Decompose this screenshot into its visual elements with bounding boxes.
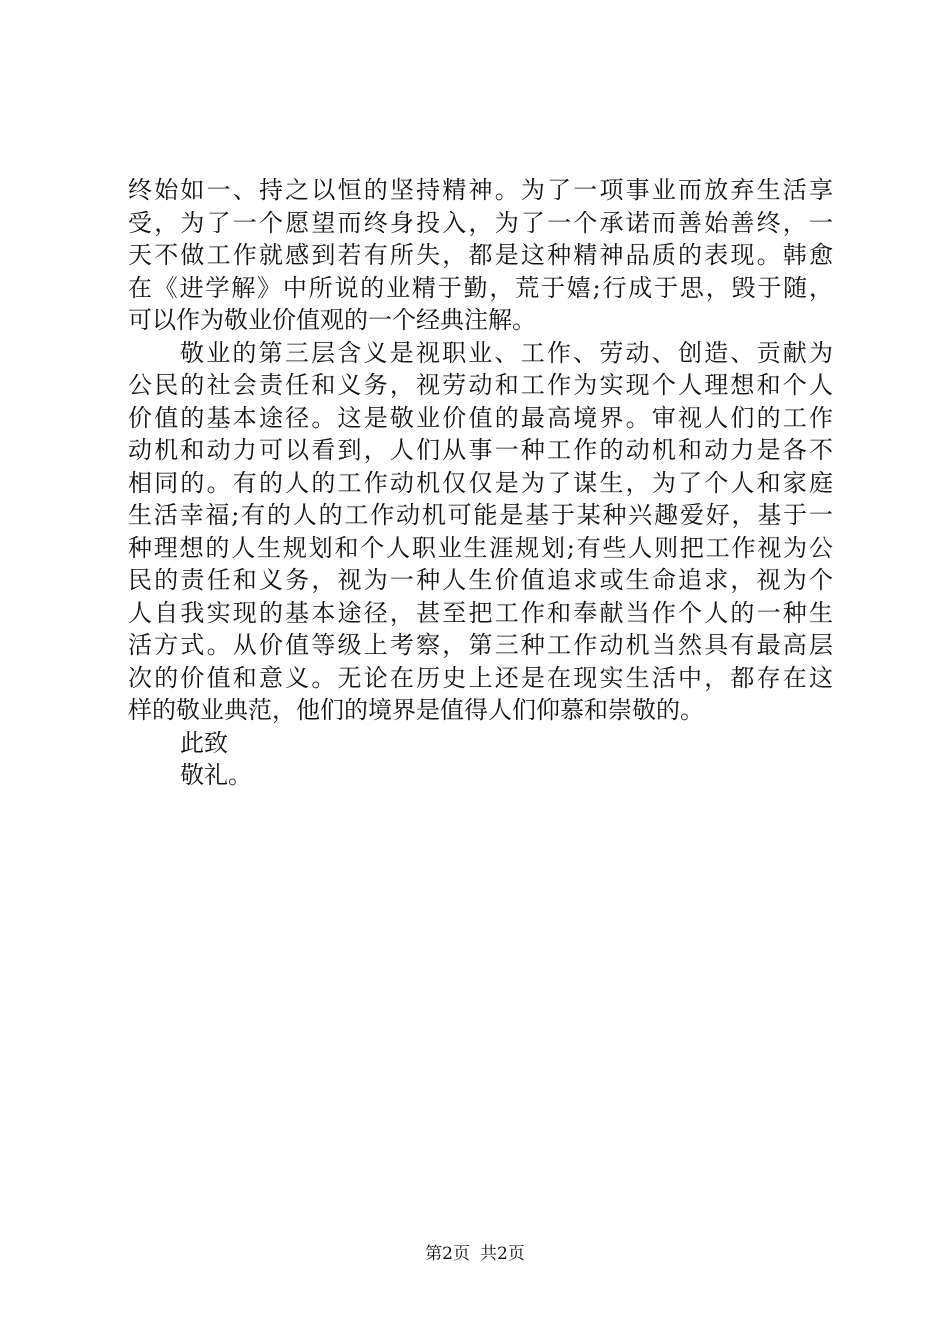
page-number: 第2页 <box>425 1244 470 1264</box>
text-line: 民的责任和义务，视为一种人生价值追求或生命追求，视为个 <box>128 566 833 594</box>
text-line: 天不做工作就感到若有所失，都是这种精神品质的表现。韩愈 <box>128 241 833 269</box>
text-line: 公民的社会责任和义务，视劳动和工作为实现个人理想和个人 <box>128 371 833 399</box>
text-line: 相同的。有的人的工作动机仅仅是为了谋生，为了个人和家庭 <box>128 468 833 497</box>
text-line: 动机和动力可以看到，人们从事一种工作的动机和动力是各不 <box>128 436 833 464</box>
text-line: 生活幸福;有的人的工作动机可能是基于某种兴趣爱好，基于一 <box>128 501 833 529</box>
text-line: 次的价值和意义。无论在历史上还是在现实生活中，都存在这 <box>128 663 833 692</box>
closing-regards: 敬礼。 <box>180 761 252 789</box>
document-body <box>128 174 833 792</box>
text-line: 可以作为敬业价值观的一个经典注解。 <box>128 306 536 334</box>
closing-block <box>128 727 833 792</box>
text-line: 价值的基本途径。这是敬业价值的最高境界。审视人们的工作 <box>128 403 833 432</box>
text-line: 人自我实现的基本途径，甚至把工作和奉献当作个人的一种生 <box>128 598 833 627</box>
text-line: 样的敬业典范，他们的境界是值得人们仰慕和崇敬的。 <box>128 696 704 724</box>
text-line: 种理想的人生规划和个人职业生涯规划;有些人则把工作视为公 <box>128 533 833 562</box>
text-line: 活方式。从价值等级上考察，第三种工作动机当然具有最高层 <box>128 631 833 659</box>
text-line: 在《进学解》中所说的业精于勤，荒于嬉;行成于思，毁于随， <box>128 273 833 302</box>
page-footer <box>0 1243 950 1265</box>
text-line: 敬业的第三层含义是视职业、工作、劳动、创造、贡献为 <box>180 338 833 367</box>
text-line: 受，为了一个愿望而终身投入，为了一个承诺而善始善终，一 <box>128 208 833 237</box>
paragraph-2 <box>128 337 833 727</box>
paragraph-1 <box>128 174 833 337</box>
text-line: 终始如一、持之以恒的坚持精神。为了一项事业而放弃生活享 <box>128 176 833 204</box>
page-total: 共2页 <box>480 1244 525 1264</box>
closing-salutation: 此致 <box>180 728 228 757</box>
